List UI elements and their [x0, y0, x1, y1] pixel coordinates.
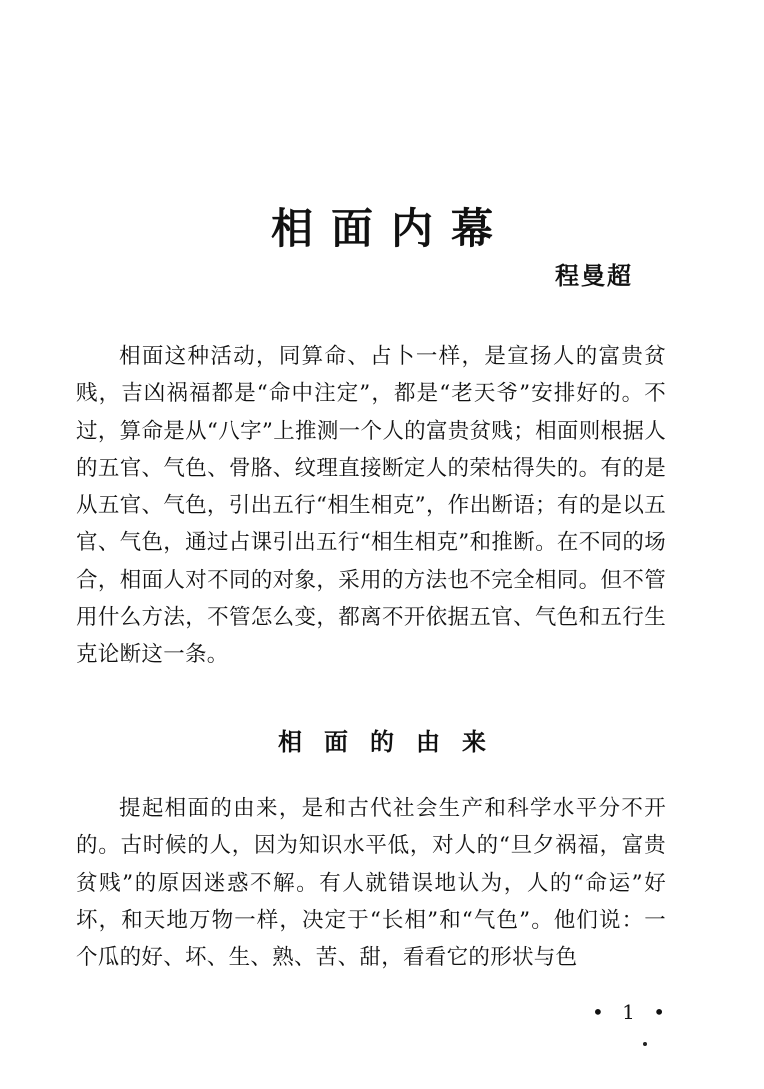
intro-paragraph: 相面这种活动，同算命、占卜一样，是宣扬人的富贵贫贱，吉凶祸福都是“命中注定”，都是“老天爷”安排好的。不过，算命是从“八字”上推测一个人的富贵贫贱；相面则根据人的五官、气色、骨胳、纹理直接断定人的荣枯得失的。有的是从五官、气色，引出五行“相生相克”，作出断语；有的是以五官、气色，通过占课引出五行“相生相克”和推断。在不同的场合，相面人对不同的对象，采用的方法也不完全相同。但不管用什么方法，不管怎么变，都离不开依据五官、气色和五行生克论断这一条。: [76, 344, 666, 668]
scan-speck: [643, 1042, 647, 1046]
page-title: 相面内幕: [270, 204, 511, 253]
page-number: • 1 •: [592, 1000, 672, 1024]
section-paragraph: 提起相面的由来，是和古代社会生产和科学水平分不开的。古时候的人，因为知识水平低，对人的“旦夕祸福，富贵贫贱”的原因迷惑不解。有人就错误地认为，人的“命运”好坏，和天地万物一样，决定于“长相”和“气色”。他们说：一个瓜的好、坏、生、熟、苦、甜，看看它的形状与色: [76, 796, 666, 971]
section-title: 相面的由来: [278, 727, 508, 756]
author-name: 程曼超: [555, 261, 633, 290]
